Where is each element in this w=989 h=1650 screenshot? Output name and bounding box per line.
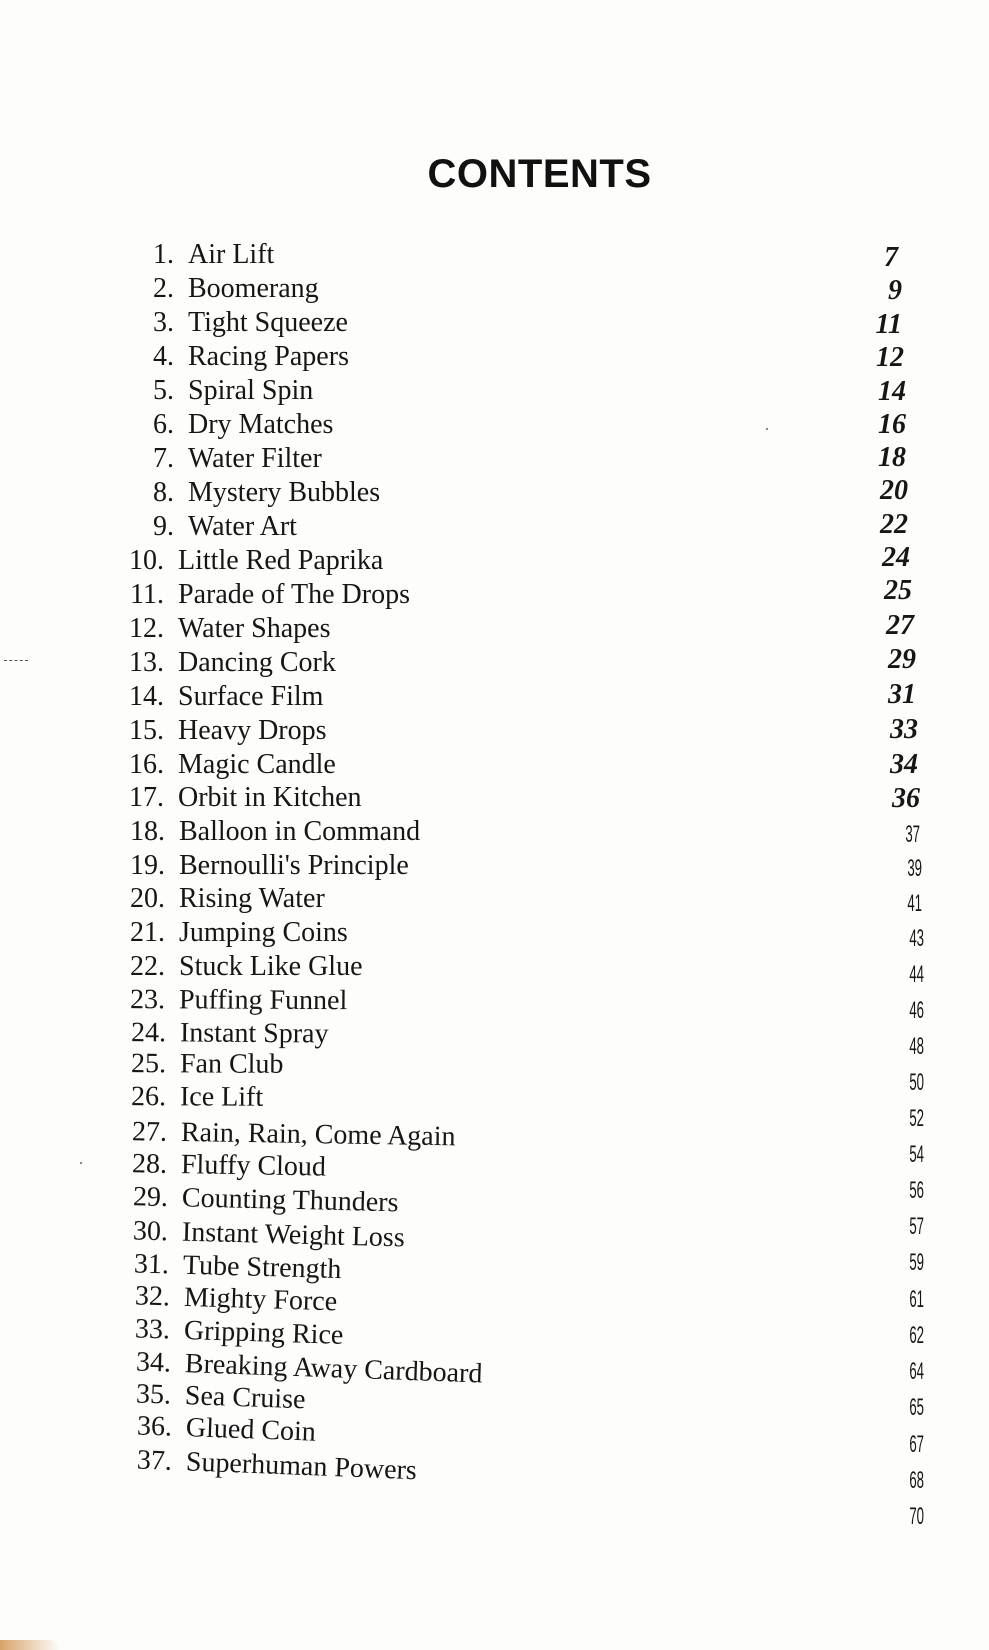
page-number: 65 <box>909 1394 924 1421</box>
page-number: 68 <box>909 1467 924 1494</box>
toc-entry-number: 23. <box>129 984 166 1016</box>
toc-entry-number: 9. <box>153 511 174 542</box>
toc-entry-title: Fluffy Cloud <box>180 1149 327 1183</box>
page-number: 41 <box>907 890 922 917</box>
toc-entry-number: 7. <box>153 443 174 474</box>
toc-entry-title: Little Red Paprika <box>178 545 384 576</box>
page-number: 39 <box>907 855 922 882</box>
toc-entry-number: 21. <box>130 917 165 948</box>
margin-mark <box>4 660 28 663</box>
toc-entry-title: Racing Papers <box>188 341 349 372</box>
page-number: 44 <box>909 961 924 988</box>
page-number: 12 <box>876 342 904 373</box>
page-number: 9 <box>888 275 902 306</box>
toc-entry-title: Sea Cruise <box>184 1380 306 1416</box>
toc-entry-number: 28. <box>131 1148 168 1180</box>
toc-entry-number: 27. <box>131 1116 168 1148</box>
toc-entry-number: 37. <box>136 1444 173 1477</box>
toc-entry-title: Ice Lift <box>179 1081 264 1113</box>
toc-entry-title: Gripping Rice <box>183 1314 344 1351</box>
toc-entry-number: 5. <box>153 375 174 406</box>
page-number: 70 <box>909 1503 924 1530</box>
toc-entry-number: 34. <box>135 1346 172 1379</box>
toc-entry-title: Instant Spray <box>179 1017 329 1050</box>
toc-entry-title: Tight Squeeze <box>188 307 348 338</box>
toc-entry-title: Rising Water <box>179 883 325 914</box>
page-number: 22 <box>880 509 908 540</box>
toc-entry-number: 13. <box>129 647 164 678</box>
toc-entry-number: 36. <box>136 1410 173 1443</box>
page-number: 54 <box>909 1141 924 1168</box>
toc-entry-number: 14. <box>129 681 164 712</box>
toc-entry-number: 20. <box>130 883 165 914</box>
toc-entry-title: Fan Club <box>179 1048 284 1080</box>
toc-entry-title: Surface Film <box>178 681 324 712</box>
toc-entry-title: Stuck Like Glue <box>179 951 363 982</box>
toc-entry-number: 6. <box>153 409 174 440</box>
toc-entry-number: 17. <box>129 782 164 813</box>
page-number: 62 <box>909 1322 924 1349</box>
page-number: 27 <box>886 610 914 641</box>
toc-entry-title: Magic Candle <box>178 749 336 780</box>
page-number: 16 <box>878 409 906 440</box>
page-number: 18 <box>878 442 906 473</box>
toc-entry-title: Boomerang <box>188 273 319 304</box>
toc-entry-title: Jumping Coins <box>179 917 348 948</box>
toc-entry-number: 11. <box>130 579 164 610</box>
page-number: 37 <box>905 821 920 848</box>
page-number: 36 <box>892 783 920 814</box>
toc-entry-number: 24. <box>130 1017 167 1049</box>
page-number: 67 <box>909 1431 924 1458</box>
toc-entry-title: Mystery Bubbles <box>188 477 381 508</box>
toc-entry-title: Puffing Funnel <box>178 984 348 1017</box>
toc-entry-title: Counting Thunders <box>181 1182 399 1219</box>
page-number: 24 <box>882 542 910 573</box>
toc-entry-number: 18. <box>130 816 165 847</box>
toc-entry-number: 33. <box>134 1313 171 1346</box>
toc-entry-title: Air Lift <box>188 239 275 270</box>
toc-entry-title: Water Art <box>188 511 297 542</box>
toc-entry-number: 31. <box>133 1248 170 1281</box>
page-edge-shadow <box>0 1640 60 1650</box>
toc-entry-title: Superhuman Powers <box>185 1446 418 1487</box>
toc-entry-title: Bernoulli's Principle <box>179 850 409 881</box>
toc-entry-title: Balloon in Command <box>179 816 421 847</box>
page-number: 29 <box>888 644 916 675</box>
page-number: 64 <box>909 1358 924 1385</box>
page-number: 52 <box>909 1105 924 1132</box>
page-number: 59 <box>909 1249 924 1276</box>
page-number: 61 <box>909 1286 924 1313</box>
page-number: 34 <box>890 749 918 780</box>
toc-entry-title: Orbit in Kitchen <box>178 782 362 813</box>
page-number: 50 <box>909 1069 924 1096</box>
page-number: 33 <box>890 714 918 745</box>
toc-entry-number: 15. <box>129 715 164 746</box>
toc-entry-number: 26. <box>130 1081 167 1113</box>
toc-entry-title: Water Shapes <box>178 613 331 644</box>
toc-entry-number: 32. <box>134 1280 171 1313</box>
toc-entry-number: 25. <box>130 1048 167 1080</box>
page-number: 14 <box>878 376 906 407</box>
toc-entry-number: 19. <box>130 850 165 881</box>
page-number: 56 <box>909 1177 924 1204</box>
toc-entry-title: Breaking Away Cardboard <box>184 1348 483 1390</box>
toc-entry-number: 8. <box>153 477 174 508</box>
toc-entry-title: Rain, Rain, Come Again <box>180 1116 456 1153</box>
toc-entry-number: 29. <box>132 1181 169 1214</box>
speck <box>766 428 768 430</box>
toc-entry-number: 2. <box>153 273 174 304</box>
page-number: 11 <box>875 309 902 340</box>
toc-entry-number: 3. <box>153 307 174 338</box>
toc-entry-number: 35. <box>135 1378 172 1411</box>
page-number: 20 <box>880 475 908 506</box>
toc-entry-title: Tube Strength <box>182 1249 342 1286</box>
page-number: 31 <box>888 679 916 710</box>
toc-entry-title: Spiral Spin <box>188 375 314 406</box>
page-number: 7 <box>884 242 898 273</box>
toc-entry-number: 30. <box>132 1215 169 1248</box>
toc-entry-number: 1. <box>153 239 174 270</box>
page-title: CONTENTS <box>427 152 652 196</box>
page-number: 48 <box>909 1033 924 1060</box>
toc-entry-number: 22. <box>130 951 165 982</box>
toc-entry-number: 10. <box>129 545 164 576</box>
toc-entry-title: Dancing Cork <box>178 647 336 678</box>
page-number: 43 <box>909 925 924 952</box>
toc-entry-title: Mighty Force <box>183 1281 338 1318</box>
page-number: 25 <box>884 575 912 606</box>
toc-entry-number: 12. <box>129 613 164 644</box>
page-number: 46 <box>909 997 924 1024</box>
toc-entry-title: Heavy Drops <box>178 715 327 746</box>
speck <box>80 1162 82 1164</box>
toc-entry-title: Glued Coin <box>185 1412 317 1448</box>
toc-entry-number: 4. <box>153 341 174 372</box>
toc-entry-title: Dry Matches <box>188 409 334 440</box>
page-number: 57 <box>909 1213 924 1240</box>
toc-entry-title: Water Filter <box>188 443 322 474</box>
toc-entry-title: Parade of The Drops <box>178 579 410 610</box>
toc-entry-number: 16. <box>129 749 164 780</box>
toc-entry-title: Instant Weight Loss <box>181 1216 406 1254</box>
